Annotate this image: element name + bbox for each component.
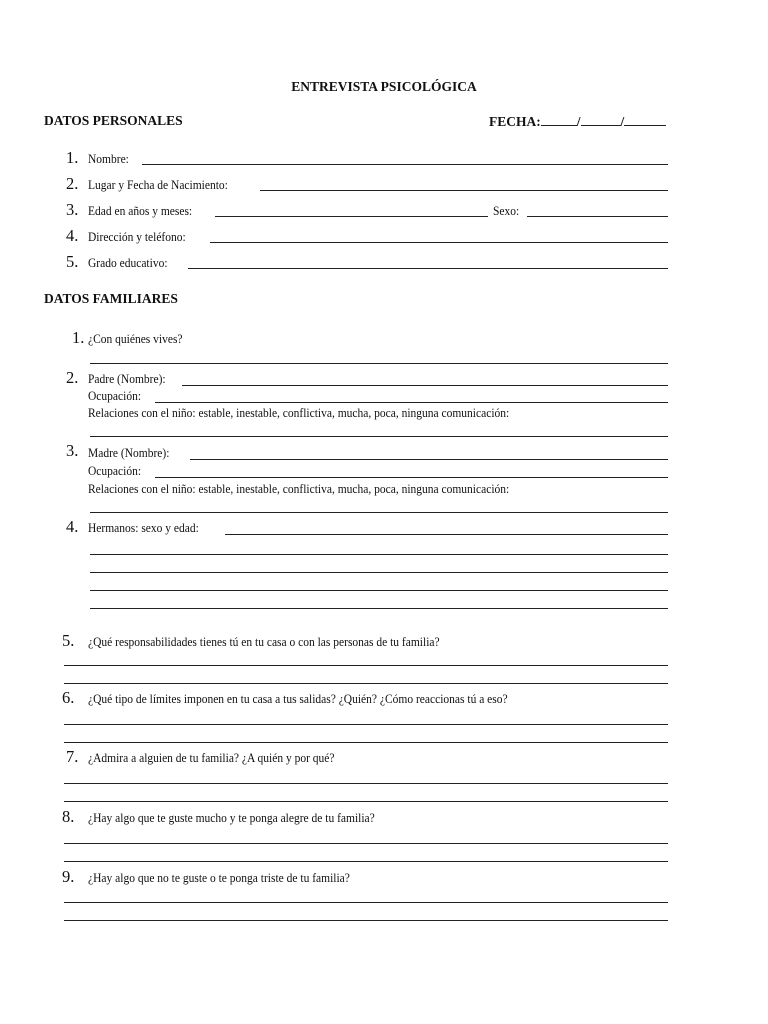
question-number: 7.: [66, 747, 79, 766]
responsabilidades-field[interactable]: [64, 665, 668, 666]
con-quienes-vives-field[interactable]: [90, 363, 668, 364]
nombre-field[interactable]: [142, 164, 668, 165]
form-title: ENTREVISTA PSICOLÓGICA: [291, 79, 477, 94]
item-number: 1.: [66, 148, 79, 167]
madre-nombre-field[interactable]: [190, 459, 668, 460]
grado-educativo-label: Grado educativo:: [88, 256, 168, 270]
question-number: 8.: [62, 807, 75, 826]
section-heading-datos-personales: DATOS PERSONALES: [44, 113, 183, 128]
con-quienes-vives-label: ¿Con quiénes vives?: [88, 332, 183, 346]
direccion-telefono-label: Dirección y teléfono:: [88, 230, 186, 244]
question-number: 9.: [62, 867, 75, 886]
padre-nombre-field[interactable]: [182, 385, 668, 386]
question-number: 4.: [66, 517, 79, 536]
edad-field[interactable]: [215, 216, 488, 217]
gusta-alegre-label: ¿Hay algo que te guste mucho y te ponga alegre de tu familia?: [88, 811, 375, 825]
hermanos-field[interactable]: [90, 608, 668, 609]
gusta-alegre-field[interactable]: [64, 861, 668, 862]
question-number: 2.: [66, 368, 79, 387]
madre-nombre-label: Madre (Nombre):: [88, 446, 170, 460]
madre-relaciones-field[interactable]: [90, 512, 668, 513]
edad-label: Edad en años y meses:: [88, 204, 193, 218]
padre-ocupacion-label: Ocupación:: [88, 389, 142, 403]
madre-relaciones-label: Relaciones con el niño: estable, inestable, conflictiva, mucha, poca, ninguna comunicación:: [88, 482, 510, 496]
fecha-field[interactable]: [489, 113, 666, 130]
question-number: 1.: [72, 328, 85, 347]
lugar-fecha-nacimiento-label: Lugar y Fecha de Nacimiento:: [88, 178, 228, 192]
nombre-label: Nombre:: [88, 152, 129, 166]
item-number: 2.: [66, 174, 79, 193]
fecha-label: FECHA:: [489, 114, 541, 129]
gusta-alegre-field[interactable]: [64, 843, 668, 844]
lugar-fecha-nacimiento-field[interactable]: [260, 190, 668, 191]
hermanos-field[interactable]: [90, 572, 668, 573]
limites-field[interactable]: [64, 724, 668, 725]
padre-ocupacion-field[interactable]: [155, 402, 668, 403]
admira-label: ¿Admira a alguien de tu familia? ¿A quién y por qué?: [88, 751, 335, 765]
limites-field[interactable]: [64, 742, 668, 743]
responsabilidades-field[interactable]: [64, 683, 668, 684]
admira-field[interactable]: [64, 783, 668, 784]
direccion-telefono-field[interactable]: [210, 242, 668, 243]
item-number: 4.: [66, 226, 79, 245]
no-gusta-triste-field[interactable]: [64, 920, 668, 921]
hermanos-field[interactable]: [225, 534, 668, 535]
padre-relaciones-field[interactable]: [90, 436, 668, 437]
question-number: 6.: [62, 688, 75, 707]
item-number: 5.: [66, 252, 79, 271]
hermanos-label: Hermanos: sexo y edad:: [88, 521, 199, 535]
sexo-label: Sexo:: [493, 204, 520, 218]
section-heading-datos-familiares: DATOS FAMILIARES: [44, 291, 178, 306]
item-number: 3.: [66, 200, 79, 219]
responsabilidades-label: ¿Qué responsabilidades tienes tú en tu casa o con las personas de tu familia?: [88, 635, 440, 649]
no-gusta-triste-field[interactable]: [64, 902, 668, 903]
question-number: 5.: [62, 631, 75, 650]
hermanos-field[interactable]: [90, 590, 668, 591]
fecha-separator: /: [576, 114, 581, 129]
padre-relaciones-label: Relaciones con el niño: estable, inestable, conflictiva, mucha, poca, ninguna comunicación:: [88, 406, 510, 420]
limites-label: ¿Qué tipo de límites imponen en tu casa a tus salidas? ¿Quién? ¿Cómo reaccionas tú a eso?: [88, 692, 508, 706]
admira-field[interactable]: [64, 801, 668, 802]
hermanos-field[interactable]: [90, 554, 668, 555]
madre-ocupacion-label: Ocupación:: [88, 464, 142, 478]
madre-ocupacion-field[interactable]: [155, 477, 668, 478]
padre-nombre-label: Padre (Nombre):: [88, 372, 166, 386]
sexo-field[interactable]: [527, 216, 668, 217]
grado-educativo-field[interactable]: [188, 268, 668, 269]
question-number: 3.: [66, 441, 79, 460]
no-gusta-triste-label: ¿Hay algo que no te guste o te ponga triste de tu familia?: [88, 871, 350, 885]
fecha-separator: /: [620, 114, 625, 129]
